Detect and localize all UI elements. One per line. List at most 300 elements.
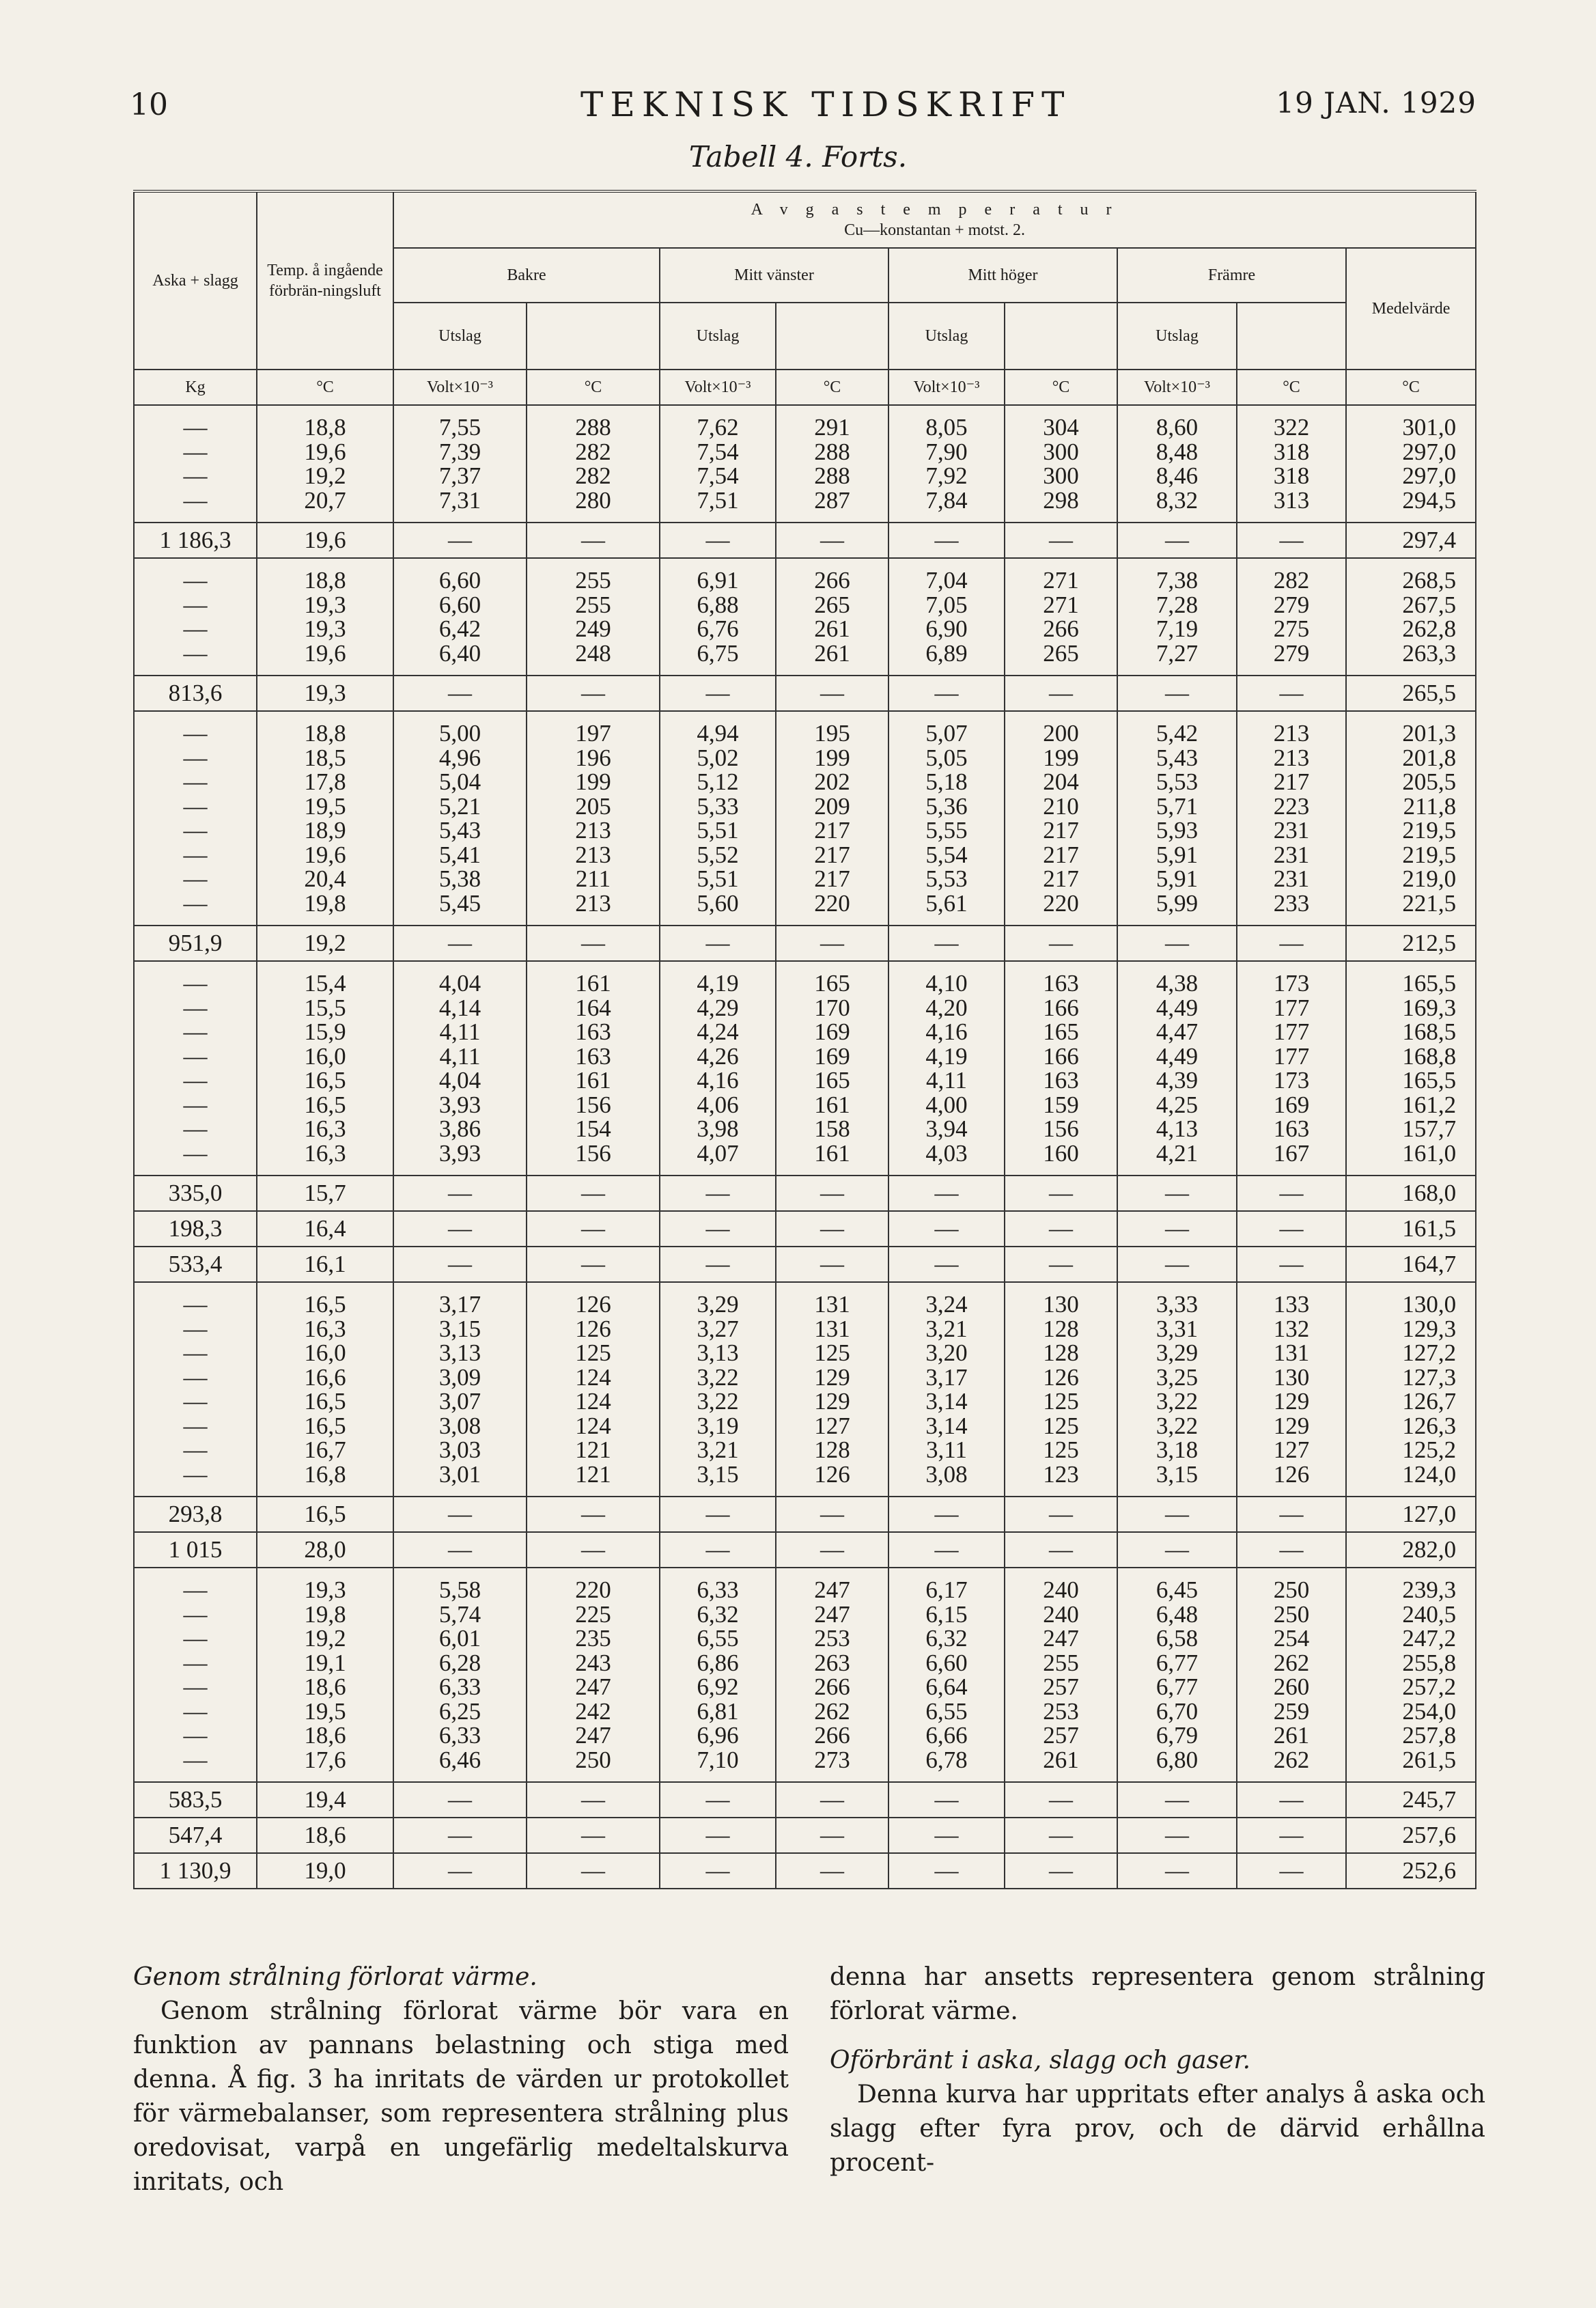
- table-cell: 3,86: [393, 1117, 527, 1141]
- table-cell: 165: [776, 971, 888, 996]
- table-cell: 7,90: [888, 440, 1005, 464]
- table-cell: 249: [527, 617, 660, 641]
- summary-cell: —: [393, 1497, 527, 1532]
- table-row: [134, 1651, 1476, 1676]
- summary-cell: —: [888, 1818, 1005, 1853]
- table-cell: 3,15: [393, 1317, 527, 1341]
- table-cell: 6,77: [1117, 1651, 1237, 1676]
- table-cell: 4,04: [393, 971, 527, 996]
- table-cell: 242: [527, 1699, 660, 1724]
- table-cell: 6,17: [888, 1578, 1005, 1602]
- group-spacer: [134, 1165, 1476, 1176]
- unit-volt: Volt×10⁻³: [393, 370, 527, 405]
- table-cell: 4,13: [1117, 1117, 1237, 1141]
- table-cell: 6,60: [393, 568, 527, 593]
- table-cell: 17,6: [257, 1748, 393, 1772]
- table-cell: 247,2: [1346, 1626, 1476, 1651]
- table-cell: 160: [1005, 1141, 1117, 1166]
- summary-cell: 19,4: [257, 1782, 393, 1818]
- table-cell: —: [134, 1317, 257, 1341]
- table-cell: 288: [776, 464, 888, 488]
- unit-celsius: °C: [527, 370, 660, 405]
- utslag-header: Utslag: [660, 303, 776, 370]
- summary-row: [134, 1176, 1476, 1211]
- table-cell: 3,21: [660, 1438, 776, 1462]
- table-cell: 297,0: [1346, 440, 1476, 464]
- table-cell: 217: [776, 818, 888, 843]
- table-cell: 161,2: [1346, 1093, 1476, 1117]
- table-cell: 124: [527, 1389, 660, 1414]
- summary-cell: 164,7: [1346, 1247, 1476, 1282]
- summary-cell: —: [660, 1247, 776, 1282]
- summary-cell: —: [527, 1211, 660, 1247]
- table-row: [134, 818, 1476, 843]
- summary-cell: —: [1005, 1211, 1117, 1247]
- table-cell: 163: [1005, 1068, 1117, 1093]
- unit-volt: Volt×10⁻³: [660, 370, 776, 405]
- table-cell: 4,11: [393, 1044, 527, 1069]
- avgas-title: A v g a s t e m p e r a t u r: [751, 201, 1119, 219]
- table-cell: 6,15: [888, 1602, 1005, 1627]
- table-cell: 4,29: [660, 996, 776, 1020]
- table-cell: 279: [1237, 593, 1346, 617]
- table-cell: 3,15: [660, 1462, 776, 1487]
- table-cell: 125,2: [1346, 1438, 1476, 1462]
- table-cell: 253: [776, 1626, 888, 1651]
- table-cell: 261: [776, 641, 888, 666]
- table-row: [134, 867, 1476, 891]
- table-cell: 5,21: [393, 794, 527, 819]
- table-cell: 6,60: [393, 593, 527, 617]
- summary-cell: —: [776, 1176, 888, 1211]
- table-cell: 262: [1237, 1748, 1346, 1772]
- table-cell: 16,3: [257, 1141, 393, 1166]
- table-cell: 173: [1237, 971, 1346, 996]
- table-cell: 217: [776, 867, 888, 891]
- table-cell: 173: [1237, 1068, 1346, 1093]
- table-cell: 127: [1237, 1438, 1346, 1462]
- table-cell: 288: [527, 415, 660, 440]
- table-cell: 240: [1005, 1602, 1117, 1627]
- table-row: [134, 415, 1476, 440]
- table-cell: 7,31: [393, 488, 527, 513]
- table-row: [134, 1020, 1476, 1044]
- table-cell: —: [134, 843, 257, 867]
- table-cell: 247: [527, 1675, 660, 1699]
- table-cell: 261: [1005, 1748, 1117, 1772]
- table-cell: 127: [776, 1414, 888, 1438]
- mitt-hoger-header: Mitt höger: [888, 248, 1117, 303]
- table-cell: 202: [776, 770, 888, 794]
- table-cell: 163: [527, 1020, 660, 1044]
- table-cell: 247: [527, 1723, 660, 1748]
- table-cell: 16,3: [257, 1117, 393, 1141]
- table-cell: 4,49: [1117, 996, 1237, 1020]
- table-row: [134, 488, 1476, 513]
- summary-cell: —: [1117, 1853, 1237, 1889]
- table-cell: 19,6: [257, 843, 393, 867]
- summary-cell: 1 130,9: [134, 1853, 257, 1889]
- summary-cell: —: [888, 926, 1005, 961]
- table-cell: —: [134, 568, 257, 593]
- table-cell: 5,53: [1117, 770, 1237, 794]
- table-cell: 294,5: [1346, 488, 1476, 513]
- group-spacer: [134, 1772, 1476, 1782]
- table-cell: 7,27: [1117, 641, 1237, 666]
- table-cell: 263,3: [1346, 641, 1476, 666]
- table-cell: 15,4: [257, 971, 393, 996]
- table-cell: 125: [1005, 1389, 1117, 1414]
- table-cell: —: [134, 415, 257, 440]
- table-cell: 163: [1005, 971, 1117, 996]
- table-cell: 6,77: [1117, 1675, 1237, 1699]
- table-cell: 217: [1005, 843, 1117, 867]
- table-cell: 271: [1005, 568, 1117, 593]
- summary-cell: —: [1237, 676, 1346, 711]
- journal-title: TEKNISK TIDSKRIFT: [580, 85, 1072, 124]
- summary-cell: —: [1117, 523, 1237, 558]
- table-cell: 6,45: [1117, 1578, 1237, 1602]
- table-cell: 5,54: [888, 843, 1005, 867]
- table-cell: 7,51: [660, 488, 776, 513]
- table-cell: 168,5: [1346, 1020, 1476, 1044]
- table-cell: 205: [527, 794, 660, 819]
- table-cell: 3,08: [393, 1414, 527, 1438]
- table-cell: 20,4: [257, 867, 393, 891]
- unit-celsius: °C: [1005, 370, 1117, 405]
- paragraph-stralning: Genom strålning förlorat värme bör vara en funktion av pannans belastning och stiga med denna. Å fig. 3 ha inritats de värden ur protokollet för värmebalanser, som representera strålning plus oredovisat, varpå en ungefärlig medeltalskurva inritats, och: [133, 1997, 789, 2196]
- summary-cell: —: [1237, 926, 1346, 961]
- table-cell: —: [134, 867, 257, 891]
- table-cell: 5,05: [888, 746, 1005, 770]
- summary-cell: —: [1237, 523, 1346, 558]
- table-row: [134, 1068, 1476, 1093]
- summary-cell: —: [660, 1853, 776, 1889]
- table-cell: 3,11: [888, 1438, 1005, 1462]
- table-cell: 157,7: [1346, 1117, 1476, 1141]
- table-cell: 6,33: [393, 1723, 527, 1748]
- table-cell: 129,3: [1346, 1317, 1476, 1341]
- table-cell: 4,11: [393, 1020, 527, 1044]
- table-cell: 121: [527, 1438, 660, 1462]
- col-temp-header: Temp. å ingående förbrän-ningsluft: [257, 191, 393, 370]
- table-cell: —: [134, 770, 257, 794]
- table-cell: 169: [776, 1020, 888, 1044]
- page-header: [0, 81, 1596, 128]
- table-cell: 19,3: [257, 617, 393, 641]
- table-cell: 19,5: [257, 1699, 393, 1724]
- table-cell: —: [134, 721, 257, 746]
- table-cell: 263: [776, 1651, 888, 1676]
- summary-cell: 583,5: [134, 1782, 257, 1818]
- table-cell: 235: [527, 1626, 660, 1651]
- table-cell: 261: [1237, 1723, 1346, 1748]
- table-row: [134, 1675, 1476, 1699]
- left-column: [133, 1960, 789, 2199]
- table-cell: 4,26: [660, 1044, 776, 1069]
- summary-cell: —: [1237, 1211, 1346, 1247]
- table-cell: 18,8: [257, 721, 393, 746]
- table-cell: 169: [1237, 1093, 1346, 1117]
- table-cell: 8,05: [888, 415, 1005, 440]
- table-cell: —: [134, 1141, 257, 1166]
- summary-cell: —: [776, 1247, 888, 1282]
- summary-cell: —: [888, 676, 1005, 711]
- table-cell: —: [134, 746, 257, 770]
- table-cell: 250: [1237, 1602, 1346, 1627]
- summary-cell: —: [1005, 1853, 1117, 1889]
- table-cell: 3,24: [888, 1292, 1005, 1317]
- summary-cell: —: [1117, 926, 1237, 961]
- summary-cell: —: [1005, 676, 1117, 711]
- table-cell: 220: [1005, 891, 1117, 916]
- table-cell: 3,33: [1117, 1292, 1237, 1317]
- table-cell: 211: [527, 867, 660, 891]
- table-cell: 257: [1005, 1723, 1117, 1748]
- table-cell: —: [134, 464, 257, 488]
- summary-cell: —: [393, 523, 527, 558]
- table-cell: 5,02: [660, 746, 776, 770]
- table-cell: 5,71: [1117, 794, 1237, 819]
- summary-row: [134, 1247, 1476, 1282]
- table-cell: —: [134, 488, 257, 513]
- table-cell: 6,55: [888, 1699, 1005, 1724]
- table-cell: 5,36: [888, 794, 1005, 819]
- table-cell: 16,0: [257, 1341, 393, 1365]
- table-cell: 154: [527, 1117, 660, 1141]
- medelvarde-header: Medelvärde: [1346, 248, 1476, 370]
- table-cell: 177: [1237, 1020, 1346, 1044]
- table-cell: 282: [527, 464, 660, 488]
- summary-cell: —: [776, 926, 888, 961]
- table-cell: —: [134, 891, 257, 916]
- table-cell: 19,5: [257, 794, 393, 819]
- summary-cell: —: [1117, 1818, 1237, 1853]
- summary-cell: 245,7: [1346, 1782, 1476, 1818]
- table-cell: 4,06: [660, 1093, 776, 1117]
- summary-cell: —: [1237, 1497, 1346, 1532]
- table-cell: 250: [1237, 1578, 1346, 1602]
- summary-cell: —: [527, 1532, 660, 1568]
- table-cell: —: [134, 1292, 257, 1317]
- summary-cell: —: [1005, 1818, 1117, 1853]
- summary-cell: —: [660, 926, 776, 961]
- table-cell: 313: [1237, 488, 1346, 513]
- summary-cell: —: [1237, 1853, 1346, 1889]
- table-cell: 128: [1005, 1317, 1117, 1341]
- table-cell: 7,84: [888, 488, 1005, 513]
- table-cell: 3,15: [1117, 1462, 1237, 1487]
- table-cell: 266: [776, 1723, 888, 1748]
- table-cell: 6,70: [1117, 1699, 1237, 1724]
- summary-cell: —: [1005, 1176, 1117, 1211]
- table-cell: 18,6: [257, 1675, 393, 1699]
- table-row: [134, 1117, 1476, 1141]
- summary-cell: 15,7: [257, 1176, 393, 1211]
- table-cell: 4,16: [660, 1068, 776, 1093]
- table-cell: 261,5: [1346, 1748, 1476, 1772]
- table-body: [134, 405, 1476, 1889]
- summary-cell: —: [888, 1176, 1005, 1211]
- section-heading-oforbrant: Oförbränt i aska, slagg och gaser.: [830, 2046, 1251, 2074]
- summary-cell: —: [393, 676, 527, 711]
- utslag-header: Utslag: [393, 303, 527, 370]
- table-cell: 271: [1005, 593, 1117, 617]
- table-cell: 16,6: [257, 1365, 393, 1390]
- table-cell: 125: [527, 1341, 660, 1365]
- table-cell: 7,55: [393, 415, 527, 440]
- table-cell: —: [134, 1462, 257, 1487]
- summary-cell: —: [393, 1176, 527, 1211]
- summary-cell: 533,4: [134, 1247, 257, 1282]
- table-head: [134, 191, 1476, 405]
- summary-cell: —: [776, 1532, 888, 1568]
- summary-cell: 18,6: [257, 1818, 393, 1853]
- avgas-header: [393, 191, 1476, 248]
- table-cell: 19,1: [257, 1651, 393, 1676]
- table-cell: 156: [527, 1141, 660, 1166]
- table-cell: 3,31: [1117, 1317, 1237, 1341]
- table-row: [134, 440, 1476, 464]
- table-cell: 165,5: [1346, 971, 1476, 996]
- table-cell: 4,47: [1117, 1020, 1237, 1044]
- table-cell: 16,5: [257, 1292, 393, 1317]
- table-row: [134, 1602, 1476, 1627]
- table-row: [134, 746, 1476, 770]
- table-row: [134, 770, 1476, 794]
- table-cell: 167: [1237, 1141, 1346, 1166]
- summary-row: [134, 926, 1476, 961]
- table-cell: 161: [776, 1093, 888, 1117]
- table-cell: 158: [776, 1117, 888, 1141]
- summary-cell: —: [527, 1176, 660, 1211]
- table-cell: 5,07: [888, 721, 1005, 746]
- table-cell: 165,5: [1346, 1068, 1476, 1093]
- table-cell: 132: [1237, 1317, 1346, 1341]
- table-cell: 3,21: [888, 1317, 1005, 1341]
- table-cell: —: [134, 971, 257, 996]
- summary-cell: —: [1237, 1532, 1346, 1568]
- table-cell: 131: [1237, 1341, 1346, 1365]
- table-cell: 4,39: [1117, 1068, 1237, 1093]
- table-row: [134, 1389, 1476, 1414]
- table-cell: 200: [1005, 721, 1117, 746]
- table-cell: 219,5: [1346, 843, 1476, 867]
- table-cell: 4,25: [1117, 1093, 1237, 1117]
- table-cell: 16,5: [257, 1093, 393, 1117]
- table-cell: 165: [1005, 1020, 1117, 1044]
- table-row: [134, 1723, 1476, 1748]
- table-cell: 3,22: [660, 1389, 776, 1414]
- table-cell: 4,24: [660, 1020, 776, 1044]
- table-cell: 18,5: [257, 746, 393, 770]
- unit-kg: Kg: [134, 370, 257, 405]
- table-cell: 5,53: [888, 867, 1005, 891]
- table-cell: 5,42: [1117, 721, 1237, 746]
- table-cell: 6,32: [660, 1602, 776, 1627]
- table-cell: 5,18: [888, 770, 1005, 794]
- table-cell: 211,8: [1346, 794, 1476, 819]
- table-cell: 129: [776, 1365, 888, 1390]
- table-cell: 298: [1005, 488, 1117, 513]
- summary-cell: —: [1117, 1497, 1237, 1532]
- table-cell: —: [134, 1044, 257, 1069]
- summary-cell: —: [1237, 1782, 1346, 1818]
- table-row: [134, 794, 1476, 819]
- table-cell: —: [134, 641, 257, 666]
- table-row: [134, 1292, 1476, 1317]
- summary-cell: —: [776, 1782, 888, 1818]
- table-cell: 4,03: [888, 1141, 1005, 1166]
- summary-cell: —: [776, 1211, 888, 1247]
- table-cell: 6,96: [660, 1723, 776, 1748]
- table-cell: 5,45: [393, 891, 527, 916]
- summary-cell: —: [776, 1853, 888, 1889]
- table-cell: 209: [776, 794, 888, 819]
- table-row: [134, 568, 1476, 593]
- table-cell: 322: [1237, 415, 1346, 440]
- table-cell: 7,54: [660, 464, 776, 488]
- table-cell: 126: [1237, 1462, 1346, 1487]
- section-heading-stralning: Genom strålning förlorat värme.: [133, 1963, 537, 1991]
- summary-cell: —: [393, 926, 527, 961]
- summary-cell: 547,4: [134, 1818, 257, 1853]
- table-cell: 3,25: [1117, 1365, 1237, 1390]
- table-cell: —: [134, 1699, 257, 1724]
- table-cell: 3,93: [393, 1141, 527, 1166]
- table-cell: 6,33: [660, 1578, 776, 1602]
- table-cell: 217: [1237, 770, 1346, 794]
- summary-cell: 16,4: [257, 1211, 393, 1247]
- table-cell: 262: [776, 1699, 888, 1724]
- table-cell: 7,19: [1117, 617, 1237, 641]
- table-cell: 231: [1237, 818, 1346, 843]
- group-spacer: [134, 665, 1476, 676]
- summary-cell: 297,4: [1346, 523, 1476, 558]
- table-cell: 16,5: [257, 1414, 393, 1438]
- table-cell: 6,76: [660, 617, 776, 641]
- table-cell: 282: [527, 440, 660, 464]
- table-cell: 129: [1237, 1414, 1346, 1438]
- unit-volt: Volt×10⁻³: [888, 370, 1005, 405]
- table-row: [134, 1699, 1476, 1724]
- table-cell: —: [134, 1723, 257, 1748]
- table-cell: 130: [1237, 1365, 1346, 1390]
- summary-cell: —: [1005, 1532, 1117, 1568]
- table-cell: 268,5: [1346, 568, 1476, 593]
- summary-cell: —: [527, 1247, 660, 1282]
- table-cell: 5,33: [660, 794, 776, 819]
- table-row: [134, 593, 1476, 617]
- table-cell: 3,20: [888, 1341, 1005, 1365]
- table-cell: 257,2: [1346, 1675, 1476, 1699]
- table-cell: 130,0: [1346, 1292, 1476, 1317]
- table-cell: 169,3: [1346, 996, 1476, 1020]
- table-cell: 210: [1005, 794, 1117, 819]
- table-cell: 170: [776, 996, 888, 1020]
- table-cell: —: [134, 1602, 257, 1627]
- mitt-vanster-header: Mitt vänster: [660, 248, 888, 303]
- summary-cell: 19,3: [257, 676, 393, 711]
- table-cell: 4,14: [393, 996, 527, 1020]
- summary-cell: 19,6: [257, 523, 393, 558]
- summary-cell: 19,0: [257, 1853, 393, 1889]
- table-cell: 125: [1005, 1438, 1117, 1462]
- table-cell: —: [134, 818, 257, 843]
- table-cell: 6,01: [393, 1626, 527, 1651]
- table-cell: 16,3: [257, 1317, 393, 1341]
- table-cell: 3,18: [1117, 1438, 1237, 1462]
